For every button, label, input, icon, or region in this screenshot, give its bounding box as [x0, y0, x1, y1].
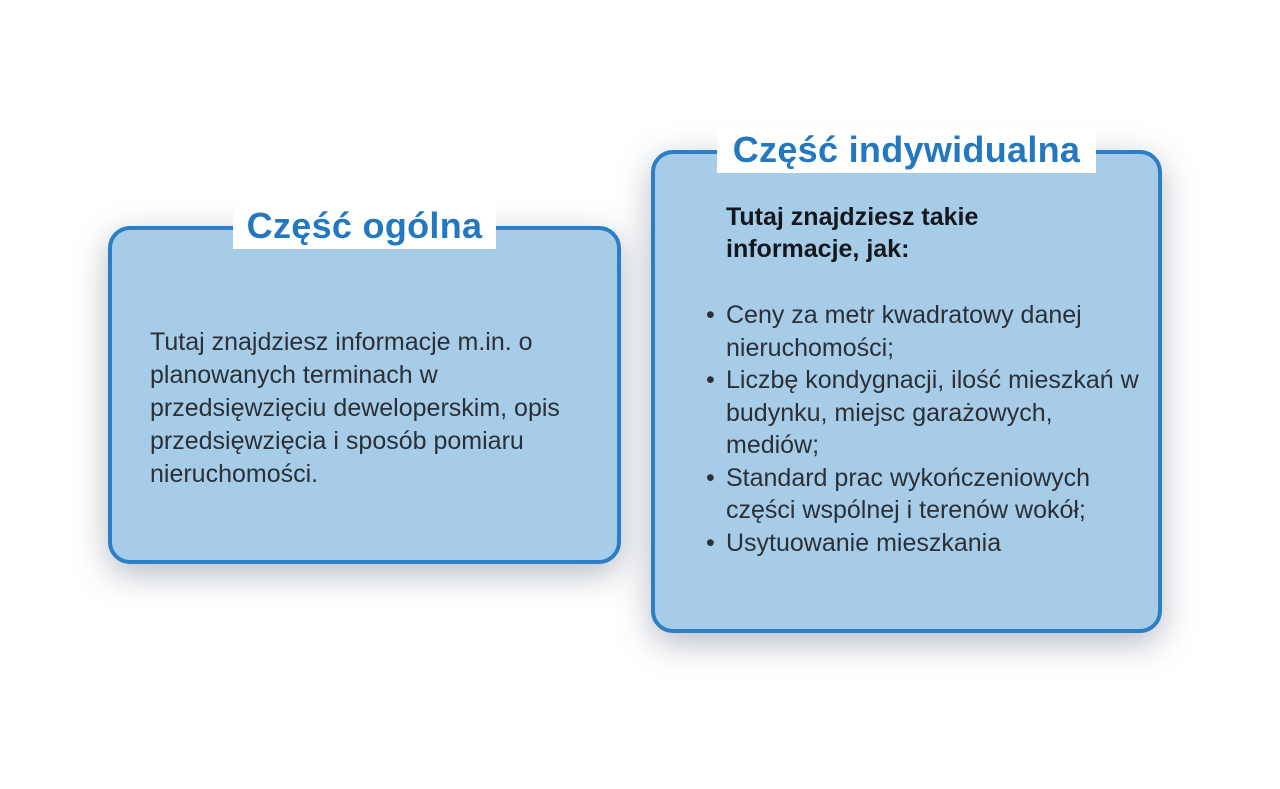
general-part-title-wrap	[112, 203, 617, 249]
list-item-text: Standard prac wykończeniowych części wspólnej i terenów wokół;	[726, 463, 1091, 524]
general-part-text: Tutaj znajdziesz informacje m.in. o planowanych terminach w przedsięwzięciu deweloperskim, opis przedsięwzięcia i sposób pomiaru nieruchomości.	[150, 328, 560, 488]
individual-part-list	[704, 299, 1149, 559]
individual-part-title: Część indywidualna	[717, 127, 1097, 173]
bullet-icon: •	[706, 463, 715, 492]
list-item	[704, 462, 1149, 527]
general-part-box	[108, 205, 621, 564]
general-part-title: Część ogólna	[233, 203, 497, 249]
list-item-text: Ceny za metr kwadratowy danej nieruchomości;	[726, 301, 1082, 362]
list-item	[704, 364, 1149, 462]
list-item	[704, 299, 1149, 364]
bullet-icon: •	[706, 528, 715, 557]
bullet-icon: •	[706, 366, 715, 394]
bullet-icon: •	[706, 301, 715, 329]
list-item-text: Liczbę kondygnacji, ilość mieszkań w budynku, miejsc garażowych, mediów;	[726, 366, 1139, 459]
list-item-text: Usytuowanie mieszkania	[726, 528, 1002, 557]
list-item	[704, 527, 1149, 560]
individual-part-box	[651, 129, 1162, 633]
individual-part-intro: Tutaj znajdziesz takie informacje, jak:	[726, 203, 979, 263]
individual-part-title-wrap	[655, 127, 1158, 173]
